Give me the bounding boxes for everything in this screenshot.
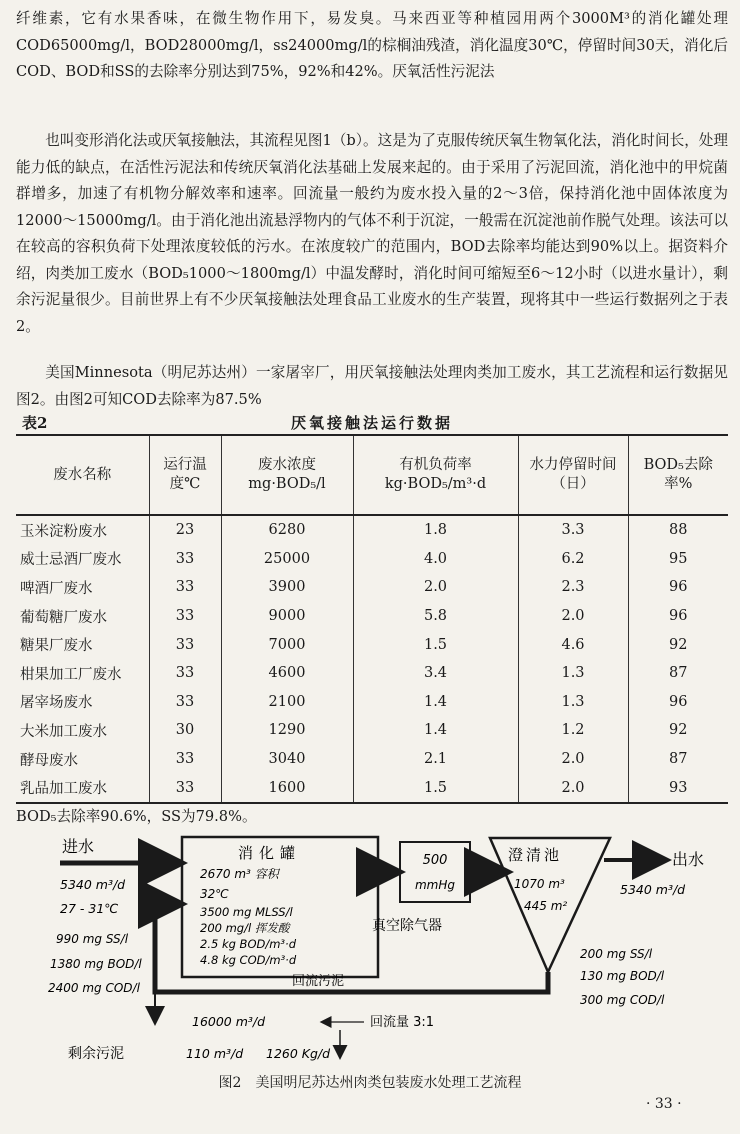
cell-concentration: 25000: [221, 545, 353, 574]
cell-name: 柑果加工厂废水: [16, 659, 149, 688]
digester-title: 消化罐: [238, 844, 302, 862]
cell-organic-load: 1.5: [353, 773, 518, 803]
header-organic-load: 有机负荷率 kg·BOD₅/m³·d: [353, 435, 518, 515]
cell-organic-load: 5.8: [353, 602, 518, 631]
cell-removal: 95: [669, 550, 688, 567]
return-ratio: 回流量 3:1: [370, 1015, 435, 1030]
cell-concentration: 3900: [221, 573, 353, 602]
clarifier-volume: 1070 m³: [514, 877, 565, 891]
inlet-label: 进水: [62, 837, 95, 856]
table-body: [16, 515, 728, 803]
clarifier-area: 445 m²: [524, 899, 568, 913]
table-row: [16, 602, 728, 631]
vacuum-unit: mmHg: [414, 878, 456, 892]
table-row: [16, 688, 728, 717]
cell-retention: 2.0: [518, 602, 628, 631]
table-name: 厌氧接触法运行数据: [290, 414, 453, 432]
cell-removal: 87: [669, 751, 688, 768]
digester-temperature: 32℃: [200, 887, 229, 901]
cell-retention: 3.3: [518, 515, 628, 545]
cell-retention: 1.3: [518, 659, 628, 688]
cell-retention: 2.0: [518, 745, 628, 774]
header-name: 废水名称: [16, 435, 149, 515]
cell-name: 屠宰场废水: [16, 688, 149, 717]
vacuum-label: 真空除气器: [372, 918, 442, 934]
table-row: [16, 773, 728, 803]
process-flow-diagram: [0, 832, 740, 1072]
cell-name: 葡萄糖厂废水: [16, 602, 149, 631]
cell-name: 大米加工废水: [16, 716, 149, 745]
digester-volume: 2670 m³ 容积: [200, 867, 279, 881]
cell-retention: 2.0: [518, 773, 628, 803]
cell-removal: 92: [669, 636, 688, 653]
cell-name: 玉米淀粉废水: [16, 515, 149, 545]
return-sludge-label: 回流污泥: [292, 974, 345, 989]
table-title: [22, 412, 722, 434]
cell-concentration: 1290: [221, 716, 353, 745]
cell-name: 酵母废水: [16, 745, 149, 774]
cell-removal: 96: [669, 608, 688, 625]
page-number: · 33 ·: [646, 1096, 682, 1112]
outlet-label: 出水: [672, 850, 705, 869]
cell-concentration: 6280: [221, 515, 353, 545]
cell-retention: 6.2: [518, 545, 628, 574]
cell-concentration: 3040: [221, 745, 353, 774]
cell-temperature: 33: [149, 573, 221, 602]
cell-removal: 96: [669, 579, 688, 596]
cell-concentration: 7000: [221, 630, 353, 659]
digester-bod-load: 2.5 kg BOD/m³·d: [200, 937, 296, 951]
cell-temperature: 33: [149, 773, 221, 803]
table-row: [16, 515, 728, 545]
paragraph-1: [16, 6, 728, 86]
cell-retention: 1.3: [518, 688, 628, 717]
header-removal: BOD₅去除率%: [628, 435, 728, 515]
cell-organic-load: 3.4: [353, 659, 518, 688]
cell-organic-load: 2.0: [353, 573, 518, 602]
paragraph-2-text: 也叫变形消化法或厌氧接触法，其流程见图1（b）。这是为了克服传统厌氧生物氧化法，消化时间长，处理能力低的缺点，在活性污泥法和传统厌氧消化法基础上发展来起的。由于采用了污泥回流，消化池中的甲烷菌群增多，加速了有机物分解效率和速率。回流量一般约为废水投入量的2～3倍，保持消化池中固体浓度为12000～15000mg/l。由于消化池出流悬浮物内的气体不利于沉淀，一般需在沉淀池前作脱气处理。该法可以在较高的容积负荷下处理浓度较低的污水。在浓度较广的范围内，BOD去除率均能达到90%以上。据资料介绍，肉类加工废水（BOD₅1000～1800mg/l）中温发酵时，消化时间可缩短至6～12小时（以进水量计），剩余污泥量很少。目前世界上有不少厌氧接触法处理食品工业废水的生产装置，现将其中一些运行数据列之于表2。: [16, 132, 728, 335]
cell-temperature: 33: [149, 545, 221, 574]
cell-retention: 4.6: [518, 630, 628, 659]
excess-sludge-flow: 110 m³/d: [186, 1046, 244, 1061]
cell-organic-load: 1.4: [353, 688, 518, 717]
table-header-row: [16, 435, 728, 515]
header-retention: 水力停留时间（日）: [518, 435, 628, 515]
cell-organic-load: 4.0: [353, 545, 518, 574]
header-concentration: 废水浓度 mg·BOD₅/l: [221, 435, 353, 515]
paragraph-1-text: 纤维素，它有水果香味，在微生物作用下，易发臭。马来西亚等种植园用两个3000M³的消化罐处理COD65000mg/l，BOD28000mg/l，ss24000mg/l的棕榈油残渣，消化温度30℃，停留时间30天，消化后COD、BOD和SS的去除率分别达到75%，92%和42%。厌氧活性污泥法: [16, 10, 728, 80]
data-table: [16, 434, 728, 804]
cell-concentration: 9000: [221, 602, 353, 631]
effluent-ss: 200 mg SS/l: [580, 947, 653, 961]
cell-concentration: 2100: [221, 688, 353, 717]
return-flow: 16000 m³/d: [192, 1014, 266, 1029]
inlet-ss: 990 mg SS/l: [56, 932, 129, 946]
table-row: [16, 745, 728, 774]
cell-temperature: 23: [149, 515, 221, 545]
inlet-cod: 2400 mg COD/l: [48, 981, 140, 995]
digester-mlss: 3500 mg MLSS/l: [200, 905, 293, 919]
cell-temperature: 33: [149, 659, 221, 688]
cell-name: 糖果厂废水: [16, 630, 149, 659]
cell-temperature: 33: [149, 688, 221, 717]
excess-sludge-label: 剩余污泥: [68, 1046, 124, 1062]
cell-organic-load: 1.8: [353, 515, 518, 545]
table-row: [16, 630, 728, 659]
vacuum-box: [400, 842, 470, 902]
cell-organic-load: 1.4: [353, 716, 518, 745]
cell-removal: 92: [669, 722, 688, 739]
table-row: [16, 573, 728, 602]
cell-name: 啤酒厂废水: [16, 573, 149, 602]
cell-removal: 88: [669, 522, 688, 539]
cell-concentration: 1600: [221, 773, 353, 803]
table-row: [16, 716, 728, 745]
table-number: 表2: [22, 414, 48, 432]
excess-sludge-mass: 1260 Kg/d: [266, 1046, 331, 1061]
effluent-bod: 130 mg BOD/l: [580, 969, 665, 983]
cell-retention: 2.3: [518, 573, 628, 602]
table-row: [16, 545, 728, 574]
paragraph-3: [16, 360, 728, 413]
vacuum-value: 500: [422, 853, 448, 868]
cell-retention: 1.2: [518, 716, 628, 745]
cell-concentration: 4600: [221, 659, 353, 688]
cell-organic-load: 1.5: [353, 630, 518, 659]
header-temperature: 运行温度℃: [149, 435, 221, 515]
cell-removal: 93: [628, 773, 728, 803]
cell-removal: 96: [669, 693, 688, 710]
paragraph-3-text: 美国Minnesota（明尼苏达州）一家屠宰厂，用厌氧接触法处理肉类加工废水，其工艺流程和运行数据见图2。由图2可知COD去除率为87.5%: [16, 364, 728, 408]
cell-temperature: 33: [149, 602, 221, 631]
cell-removal: 87: [669, 665, 688, 682]
cell-temperature: 33: [149, 630, 221, 659]
digester-cod-load: 4.8 kg COD/m³·d: [200, 953, 297, 967]
table-footnote: BOD₅去除率90.6%，SS为79.8%。: [16, 808, 257, 825]
outlet-flow: 5340 m³/d: [620, 882, 686, 897]
cell-temperature: 33: [149, 745, 221, 774]
cell-name: 威士忌酒厂废水: [16, 545, 149, 574]
effluent-cod: 300 mg COD/l: [580, 993, 665, 1007]
table-row: [16, 659, 728, 688]
inlet-flow: 5340 m³/d: [60, 877, 126, 892]
inlet-bod: 1380 mg BOD/l: [50, 957, 142, 971]
cell-name: 乳品加工废水: [16, 773, 149, 803]
figure-caption: 图2 美国明尼苏达州肉类包装废水处理工艺流程: [218, 1075, 522, 1091]
cell-organic-load: 2.1: [353, 745, 518, 774]
clarifier-title: 澄清池: [508, 846, 563, 864]
paragraph-2: [16, 128, 728, 340]
inlet-temperature: 27 - 31℃: [60, 901, 119, 916]
digester-acid: 200 mg/l 挥发酸: [200, 921, 290, 935]
cell-temperature: 30: [149, 716, 221, 745]
